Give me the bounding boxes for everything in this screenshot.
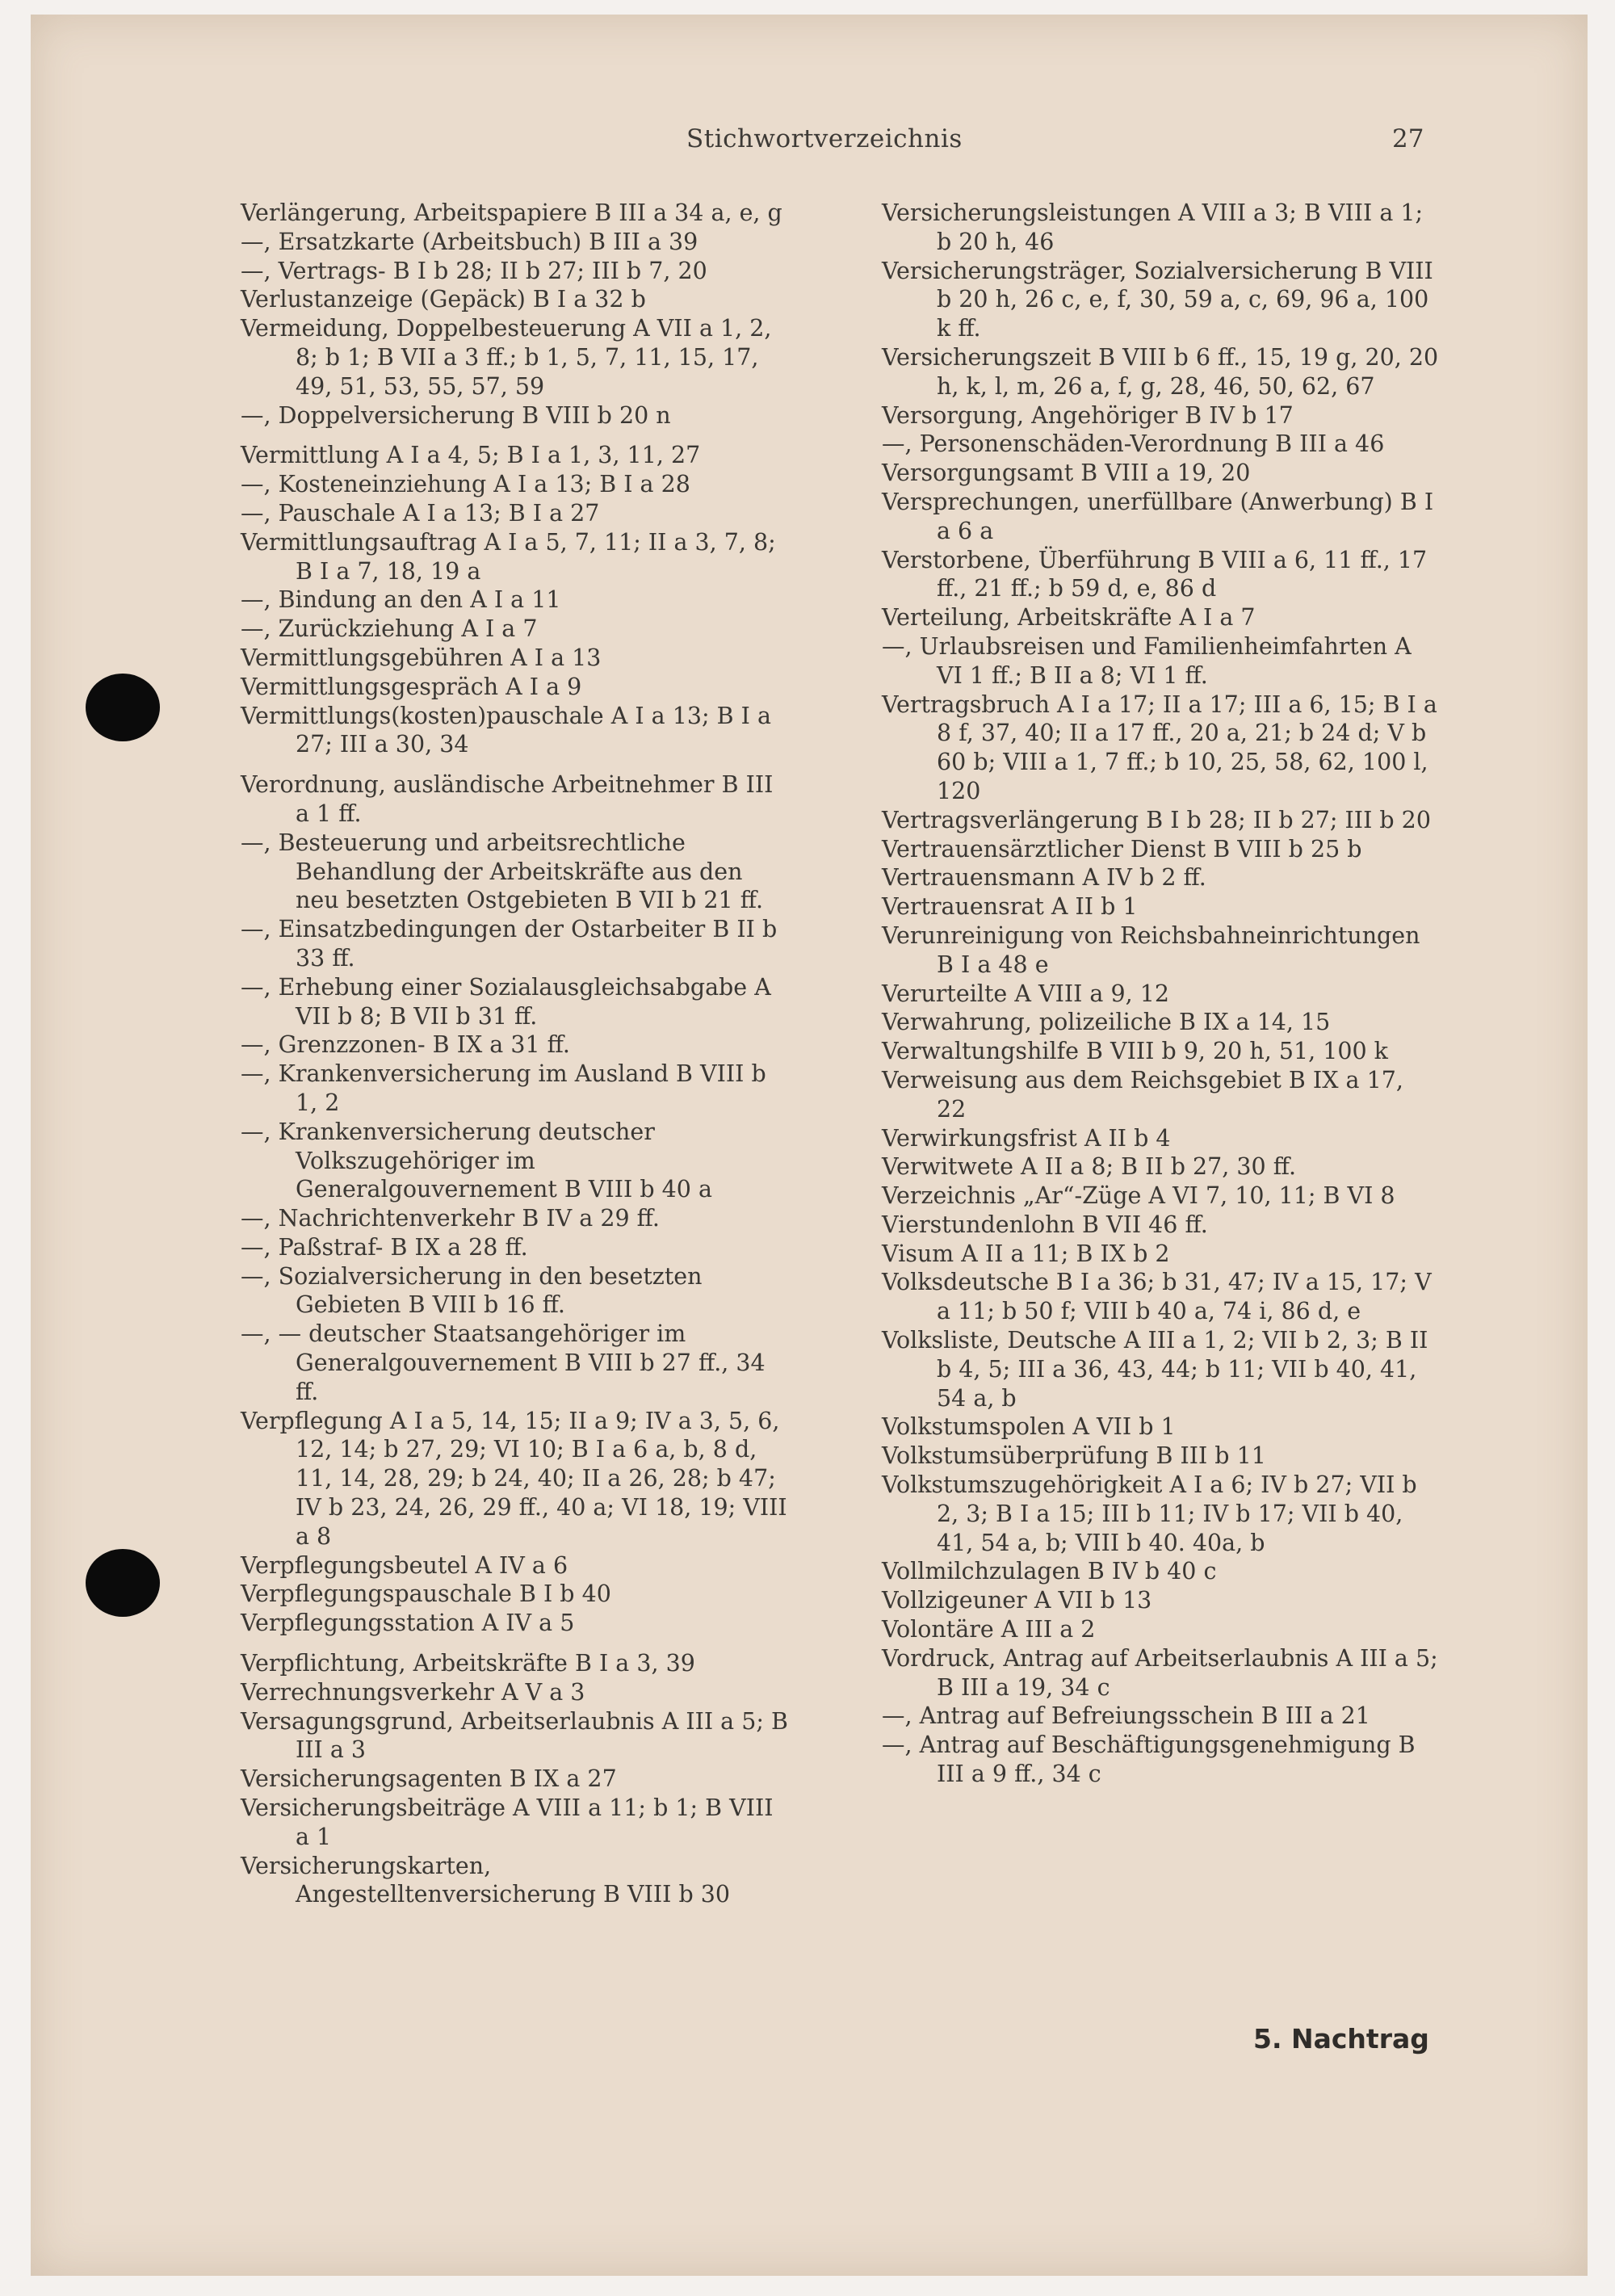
index-entry: Vertragsbruch A I a 17; II a 17; III a 6, 15; B I a 8 f, 37, 40; II a 17 ff., 20 a, 21; b 24 d; V b 60 b; VIII a 1, 7 ff.; b 10, 25, 58, 62, 100 l, 120 [882,690,1437,804]
index-entry: Verurteilte A VIII a 9, 12 [882,980,1169,1007]
index-entry: —, Zurückziehung A I a 7 [241,615,538,643]
supplement-label: 5. Nachtrag [1253,2023,1429,2055]
index-entry: Versprechungen, unerfüllbare (Anwerbung) B I a 6 a [882,488,1434,544]
page-number: 27 [1392,124,1424,153]
index-entry: Verlustanzeige (Gepäck) B I a 32 b [241,286,646,313]
index-entry: —, Einsatzbedingungen der Ostarbeiter B II b 33 ff. [241,916,778,972]
index-entry: Verpflegungsstation A IV a 5 [241,1610,575,1637]
index-entry: Volksdeutsche B I a 36; b 31, 47; IV a 15, 17; V a 11; b 50 f; VIII b 40 a, 74 i, 86 d, e [882,1269,1432,1325]
index-entry: —, Krankenversicherung im Ausland B VIII b 1, 2 [241,1060,766,1116]
index-entry: Volkstumspolen A VII b 1 [882,1413,1176,1441]
index-entry: Vierstundenlohn B VII 46 ff. [882,1211,1208,1238]
index-entry: Versicherungsleistungen A VIII a 3; B VIII a 1; b 20 h, 46 [882,199,1424,255]
index-entry: Vertrauensärztlicher Dienst B VIII b 25 b [882,835,1362,863]
index-entry: Vollmilchzulagen B IV b 40 c [882,1558,1217,1585]
punch-hole-upper [86,674,160,741]
index-entry: Volkstumsüberprüfung B III b 11 [882,1442,1266,1470]
index-entry: Versagungsgrund, Arbeitserlaubnis A III a 5; B III a 3 [241,1707,788,1764]
index-entry: Vollzigeuner A VII b 13 [882,1587,1152,1614]
punch-hole-lower [86,1549,160,1617]
page-header [0,124,1615,165]
index-entry: Visum A II a 11; B IX b 2 [882,1240,1170,1267]
index-entry: —, Pauschale A I a 13; B I a 27 [241,499,600,527]
index-entry: Volksliste, Deutsche A III a 1, 2; VII b 2, 3; B II b 4, 5; III a 36, 43, 44; b 11; VII b 40, 41, 54 a, b [882,1327,1428,1412]
index-entry: Vermeidung, Doppelbesteuerung A VII a 1, 2, 8; b 1; B VII a 3 ff.; b 1, 5, 7, 11, 15, 17, 49, 51, 53, 55, 57, 59 [241,315,772,400]
index-entry: Verwahrung, polizeiliche B IX a 14, 15 [882,1009,1331,1036]
index-entry: Vermittlungsauftrag A I a 5, 7, 11; II a 3, 7, 8; B I a 7, 18, 19 a [241,528,776,585]
index-entry: —, — deutscher Staatsangehöriger im Generalgouvernement B VIII b 27 ff., 34 ff. [241,1320,766,1405]
index-entry: Verrechnungsverkehr A V a 3 [241,1678,585,1706]
index-entry: Vertrauensmann A IV b 2 ff. [882,864,1206,892]
index-entry: Verunreinigung von Reichsbahneinrichtungen B I a 48 e [882,921,1420,978]
index-entry: Verordnung, ausländische Arbeitnehmer B III a 1 ff. [241,771,774,827]
index-entry: Vordruck, Antrag auf Arbeitserlaubnis A III a 5; B III a 19, 34 c [882,1644,1438,1701]
index-entry: Versorgungsamt B VIII a 19, 20 [882,460,1251,487]
index-entry: —, Sozialversicherung in den besetzten Gebieten B VIII b 16 ff. [241,1262,703,1319]
index-entry: Verweisung aus dem Reichsgebiet B IX a 17, 22 [882,1066,1403,1123]
index-entry: —, Ersatzkarte (Arbeitsbuch) B III a 39 [241,228,698,255]
index-entry: —, Personenschäden-Verordnung B III a 46 [882,430,1385,458]
index-column-left [241,199,790,1909]
index-entry: Verlängerung, Arbeitspapiere B III a 34 a, e, g [241,199,782,226]
index-entry: Verwirkungsfrist A II b 4 [882,1124,1171,1152]
index-entry: Versicherungsträger, Sozialversicherung B VIII b 20 h, 26 c, e, f, 30, 59 a, c, 69, 96 a, 100 k ff. [882,257,1433,342]
index-entry: Verpflichtung, Arbeitskräfte B I a 3, 39 [241,1650,695,1677]
index-entry: Vertrauensrat A II b 1 [882,893,1138,921]
index-entry: Versicherungsagenten B IX a 27 [241,1765,617,1793]
index-entry: Volontäre A III a 2 [882,1616,1096,1643]
index-entry: Verpflegung A I a 5, 14, 15; II a 9; IV a 3, 5, 6, 12, 14; b 27, 29; VI 10; B I a 6 a, b, 8 d, 11, 14, 28, 29; b 24, 40; II a 26, 28; b 47; IV b 23, 24, 26, 29 ff., 40 a; VI 18, 19; VIII a 8 [241,1407,787,1550]
index-column-right [882,199,1439,1789]
index-entry: Vermittlung A I a 4, 5; B I a 1, 3, 11, 27 [241,442,701,469]
index-entry: Verpflegungsbeutel A IV a 6 [241,1551,568,1579]
index-entry: Verwaltungshilfe B VIII b 9, 20 h, 51, 100 k [882,1038,1388,1065]
index-entry: —, Bindung an den A I a 11 [241,586,561,614]
index-entry: Volkstumszugehörigkeit A I a 6; IV b 27; VII b 2, 3; B I a 15; III b 11; IV b 17; VII b 40, 41, 54 a, b; VIII b 40. 40a, b [882,1471,1417,1556]
index-entry: —, Krankenversicherung deutscher Volkszugehöriger im Generalgouvernement B VIII b 40 a [241,1118,712,1203]
index-entry: —, Urlaubsreisen und Familienheimfahrten A VI 1 ff.; B II a 8; VI 1 ff. [882,632,1412,689]
index-entry: Verzeichnis „Ar“-Züge A VI 7, 10, 11; B VI 8 [882,1182,1395,1210]
index-entry: Verwitwete A II a 8; B II b 27, 30 ff. [882,1153,1296,1181]
index-entry: Vermittlungsgebühren A I a 13 [241,644,602,671]
index-entry: —, Vertrags- B I b 28; II b 27; III b 7, 20 [241,257,707,284]
index-entry: —, Antrag auf Befreiungsschein B III a 21 [882,1702,1370,1730]
index-entry: Vertragsverlängerung B I b 28; II b 27; III b 20 [882,806,1431,833]
index-entry: —, Antrag auf Beschäftigungsgenehmigung B III a 9 ff., 34 c [882,1731,1416,1788]
index-entry: Versicherungsbeiträge A VIII a 11; b 1; B VIII a 1 [241,1794,774,1850]
index-entry: —, Paßstraf- B IX a 28 ff. [241,1233,528,1261]
index-entry: Verteilung, Arbeitskräfte A I a 7 [882,604,1256,632]
index-entry: Verpflegungspauschale B I b 40 [241,1580,611,1608]
index-entry: Versorgung, Angehöriger B IV b 17 [882,401,1294,429]
page-title: Stichwortverzeichnis [686,124,963,153]
index-entry: Vermittlungs(kosten)pauschale A I a 13; B I a 27; III a 30, 34 [241,702,771,758]
index-entry: —, Nachrichtenverkehr B IV a 29 ff. [241,1205,660,1232]
index-entry: Versicherungskarten, Angestelltenversicherung B VIII b 30 [241,1852,731,1908]
index-entry: —, Grenzzonen- B IX a 31 ff. [241,1031,570,1059]
index-entry: Versicherungszeit B VIII b 6 ff., 15, 19 g, 20, 20 h, k, l, m, 26 a, f, g, 28, 46, 50, 62, 67 [882,343,1439,400]
index-entry: Vermittlungsgespräch A I a 9 [241,673,582,700]
index-entry: —, Kosteneinziehung A I a 13; B I a 28 [241,471,690,498]
index-entry: Verstorbene, Überführung B VIII a 6, 11 ff., 17 ff., 21 ff.; b 59 d, e, 86 d [882,546,1428,602]
index-entry: —, Erhebung einer Sozialausgleichsabgabe A VII b 8; B VII b 31 ff. [241,973,771,1030]
index-entry: —, Besteuerung und arbeitsrechtliche Behandlung der Arbeitskräfte aus den neu besetzten Ostgebieten B VII b 21 ff. [241,829,764,914]
index-entry: —, Doppelversicherung B VIII b 20 n [241,401,671,429]
